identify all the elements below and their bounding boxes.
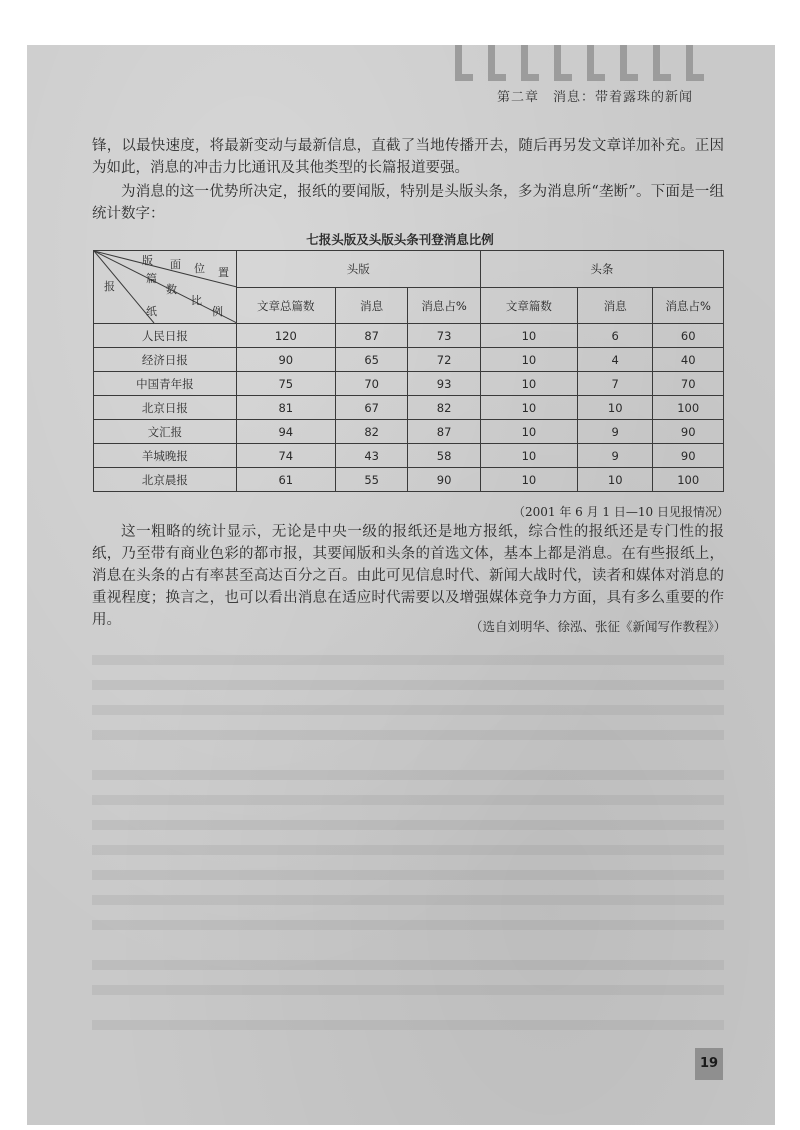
bleed-through-text [92, 845, 724, 855]
bleed-through-text [92, 770, 724, 780]
table-cell: 90 [653, 444, 724, 468]
table-cell: 43 [335, 444, 407, 468]
table-cell: 82 [408, 396, 481, 420]
bleed-through-text [92, 920, 724, 930]
table-title: 七报头版及头版头条刊登消息比例 [306, 232, 494, 247]
col-header: 文章篇数 [480, 288, 577, 324]
bleed-through-text [92, 960, 724, 970]
table-cell: 87 [335, 324, 407, 348]
table-cell: 70 [653, 372, 724, 396]
bleed-through-text [92, 705, 724, 715]
table-cell: 55 [335, 468, 407, 492]
bleed-through-text [92, 795, 724, 805]
table-cell: 65 [335, 348, 407, 372]
table-cell: 58 [408, 444, 481, 468]
bleed-through-text [92, 1020, 724, 1030]
table-row [94, 468, 724, 492]
table-cell: 10 [480, 372, 577, 396]
paragraph-3: 这一粗略的统计显示，无论是中央一级的报纸还是地方报纸，综合性的报纸还是专门性的报纸，乃至带有商业色彩的都市报，其要闻版和头条的首选文体，基本上都是消息。在有些报纸上，消息在头条的占有率甚至高达百分之百。由此可见信息时代、新闻大战时代，读者和媒体对消息的重视程度；换言之，也可以看出消息在适应时代需要以及增强媒体竞争力方面，具有多么重要的作用。 [92, 524, 724, 628]
table-cell: 90 [653, 420, 724, 444]
bleed-through-text [92, 680, 724, 690]
table-cell: 87 [408, 420, 481, 444]
table-row [94, 444, 724, 468]
newspaper-name: 羊城晚报 [94, 444, 237, 468]
newspaper-name: 经济日报 [94, 348, 237, 372]
table-cell: 70 [335, 372, 407, 396]
table-cell: 120 [236, 324, 335, 348]
newspaper-name: 文汇报 [94, 420, 237, 444]
corner-label: 比 [191, 294, 202, 307]
table-cell: 100 [653, 396, 724, 420]
table-cell: 6 [578, 324, 653, 348]
newspaper-name: 人民日报 [94, 324, 237, 348]
table-cell: 100 [653, 468, 724, 492]
chapter-header: 第二章 消息：带着露珠的新闻 [497, 90, 694, 105]
table-cell: 40 [653, 348, 724, 372]
table-cell: 94 [236, 420, 335, 444]
table-cell: 10 [480, 468, 577, 492]
table-cell: 90 [236, 348, 335, 372]
source-citation: （选自刘明华、徐泓、张征《新闻写作教程》） [470, 619, 727, 634]
table-row [94, 420, 724, 444]
corner-label: 例 [212, 305, 223, 318]
table-cell: 60 [653, 324, 724, 348]
table-cell: 9 [578, 444, 653, 468]
table-cell: 61 [236, 468, 335, 492]
col-header: 文章总篇数 [236, 288, 335, 324]
diagonal-header-cell [94, 251, 237, 324]
col-header: 消息 [578, 288, 653, 324]
table-cell: 10 [578, 468, 653, 492]
table-cell: 10 [480, 348, 577, 372]
chapter-decoration [455, 45, 725, 85]
table-row [94, 348, 724, 372]
table-cell: 73 [408, 324, 481, 348]
newspaper-name: 北京晨报 [94, 468, 237, 492]
bleed-through-text [92, 820, 724, 830]
corner-label: 纸 [146, 305, 157, 318]
col-header: 消息 [335, 288, 407, 324]
table-cell: 10 [480, 324, 577, 348]
paragraph-1: 锋，以最快速度，将最新变动与最新信息，直截了当地传播开去，随后再另发文章详加补充。正因为如此，消息的冲击力比通讯及其他类型的长篇报道要强。 [92, 138, 724, 176]
table-cell: 74 [236, 444, 335, 468]
table-cell: 75 [236, 372, 335, 396]
corner-label: 报 [104, 280, 115, 293]
table-cell: 67 [335, 396, 407, 420]
table-cell: 10 [578, 396, 653, 420]
table-cell: 10 [480, 444, 577, 468]
page-number: 19 [695, 1048, 723, 1080]
newspaper-name: 中国青年报 [94, 372, 237, 396]
table-cell: 10 [480, 396, 577, 420]
bleed-through-text [92, 985, 724, 995]
paragraph-2: 为消息的这一优势所决定，报纸的要闻版，特别是头版头条，多为消息所“垄断”。下面是一组统计数字： [92, 184, 724, 222]
stats-table [93, 250, 724, 492]
group-header-headline: 头条 [480, 251, 723, 288]
table-row [94, 396, 724, 420]
group-header-front-page: 头版 [236, 251, 480, 288]
table-note: （2001 年 6 月 1 日—10 日见报情况） [513, 505, 729, 519]
bleed-through-text [92, 730, 724, 740]
table-cell: 72 [408, 348, 481, 372]
newspaper-name: 北京日报 [94, 396, 237, 420]
corner-label: 数 [166, 283, 177, 296]
corner-label: 版 [142, 254, 153, 267]
table-cell: 90 [408, 468, 481, 492]
col-header: 消息占% [653, 288, 724, 324]
bleed-through-text [92, 870, 724, 880]
corner-label: 位 [194, 262, 205, 275]
table-cell: 93 [408, 372, 481, 396]
table-cell: 82 [335, 420, 407, 444]
bleed-through-text [92, 655, 724, 665]
table-cell: 9 [578, 420, 653, 444]
corner-label: 篇 [146, 272, 157, 285]
table-cell: 81 [236, 396, 335, 420]
col-header: 消息占% [408, 288, 481, 324]
table-row [94, 324, 724, 348]
table-cell: 10 [480, 420, 577, 444]
corner-label: 面 [170, 258, 181, 271]
corner-label: 置 [218, 266, 229, 279]
table-header-row [94, 251, 724, 288]
table-cell: 7 [578, 372, 653, 396]
table-row [94, 372, 724, 396]
table-cell: 4 [578, 348, 653, 372]
bleed-through-text [92, 895, 724, 905]
